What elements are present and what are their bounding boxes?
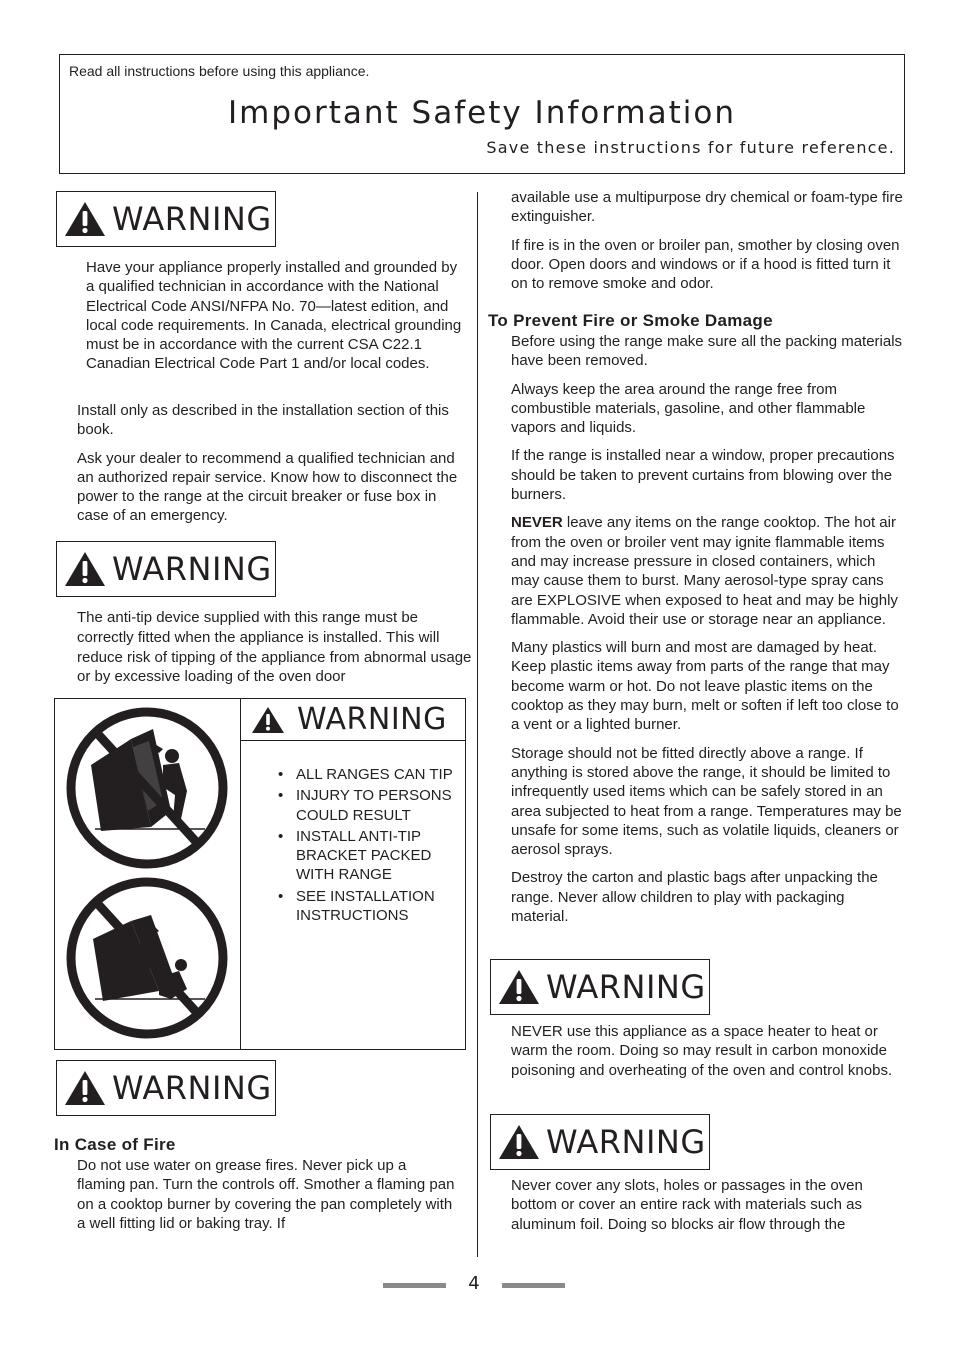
warning-1-para-2: Install only as described in the installation section of this book. <box>77 402 449 439</box>
warning-4-para: NEVER use this appliance as a space heater to heat or warm the room. Doing so may result in carbon monoxide poisoning and overheating of the oven and control knobs. <box>511 1023 893 1079</box>
warning-triangle-icon <box>64 551 106 587</box>
warning-triangle-icon <box>64 201 106 237</box>
fire-text <box>77 1156 457 1242</box>
warning-label-5 <box>490 1114 710 1170</box>
warning-label-2 <box>56 541 276 597</box>
warning-word: WARNING <box>112 1069 272 1107</box>
smoke-para-4 <box>511 513 903 629</box>
fire-para-2: If fire is in the oven or broiler pan, smother by closing oven door. Open doors and windows or if a hood is fitted turn it on to remove smoke and odor. <box>511 236 900 293</box>
smoke-para-7: Destroy the carton and plastic bags after unpacking the range. Never allow children to play with packaging material. <box>511 869 878 926</box>
warning-triangle-icon <box>64 1070 106 1106</box>
smoke-para-4-rest: leave any items on the range cooktop. The hot air from the oven or broiler vent may ignite flammable items and may increase pressure in closed containers, which may cause them to burst. Many aerosol-type spray cans are EXPLOSIVE when exposed to heat and may be highly flammable. Avoid their use or storage near an appliance. <box>511 514 898 628</box>
warning-word: WARNING <box>546 1123 706 1161</box>
warning-4-text <box>511 1022 903 1089</box>
warning-label-3 <box>56 1060 276 1116</box>
warning-label-1 <box>56 191 276 247</box>
smoke-heading: To Prevent Fire or Smoke Damage <box>488 311 773 330</box>
smoke-para-1: Before using the range make sure all the packing materials have been removed. <box>511 333 903 370</box>
header-top-note: Read all instructions before using this appliance. <box>69 63 370 79</box>
smoke-para-5: Many plastics will burn and most are damaged by heat. Keep plastic items away from parts of the range that may become warm or hot. Do not leave plastic items on the cooktop as they may burn, melt or soften if left too close to a vent or a lighted burner. <box>511 639 899 734</box>
warning-1-text <box>86 258 466 383</box>
warning-1-para-3: Ask your dealer to recommend a qualified technician and an authorized repair service. Know how to disconnect the power to the range at the circuit breaker or fuse box in case of an emergency. <box>77 449 458 525</box>
warning-2-para-1: The anti-tip device supplied with this range must be correctly fitted when the appliance is installed. This will reduce risk of tipping of the appliance from abnormal usage or by excessive loading of the oven door <box>77 609 472 686</box>
page-title: Important Safety Information <box>228 95 736 131</box>
warning-5-para: Never cover any slots, holes or passages in the oven bottom or cover an entire rack with materials such as aluminum foil. Doing so blocks air flow through the <box>511 1177 863 1233</box>
smoke-para-3: If the range is installed near a window, proper precautions should be taken to prevent curtains from blowing over the burners. <box>511 447 895 504</box>
smoke-para-6: Storage should not be fitted directly above a range. If anything is stored above the range, it should be limited to infrequently used items which can be safely stored in an area subjected to heat from a range. Temperatures may be unsafe for some items, such as volatile liquids, cleaners or aerosol sprays. <box>511 744 902 859</box>
anti-tip-list <box>275 765 455 927</box>
warning-2-text <box>77 608 472 696</box>
list-item: • SEE INSTALLATION INSTRUCTIONS <box>275 887 455 926</box>
warning-1-more <box>77 401 467 535</box>
anti-tip-warning-box <box>54 698 466 1050</box>
fire-para-1: Do not use water on grease fires. Never pick up a flaming pan. Turn the controls off. Smother a flaming pan on a cooktop burner by covering the pan completely with a well fitting lid or baking tray. If <box>77 1157 455 1232</box>
never-bold: NEVER <box>511 514 563 532</box>
list-item: • ALL RANGES CAN TIP <box>275 765 455 784</box>
header-box <box>59 54 905 174</box>
warning-label-4 <box>490 959 710 1015</box>
page-number: 4 <box>468 1273 480 1294</box>
fire-heading: In Case of Fire <box>54 1135 176 1154</box>
warning-word: WARNING <box>112 550 272 588</box>
smoke-text <box>511 332 903 935</box>
warning-5-text <box>511 1176 903 1243</box>
header-subtitle: Save these instructions for future reference. <box>486 138 895 157</box>
smoke-para-2: Always keep the area around the range free from combustible materials, gasoline, and other flammable vapors and liquids. <box>511 380 866 437</box>
anti-tip-illustrations <box>55 699 241 1049</box>
tipping-range-icon <box>55 699 241 1049</box>
anti-tip-warning-header <box>241 699 465 741</box>
warning-triangle-icon <box>251 706 285 734</box>
warning-word: WARNING <box>297 702 447 737</box>
warning-word: WARNING <box>112 200 272 238</box>
fire-para-1-continued: available use a multipurpose dry chemical or foam-type fire extinguisher. <box>511 189 903 226</box>
warning-triangle-icon <box>498 969 540 1005</box>
fire-section <box>54 1135 474 1155</box>
page-number-bar-left <box>383 1283 446 1288</box>
page-number-bar-right <box>502 1283 565 1288</box>
warning-word: WARNING <box>546 968 706 1006</box>
list-item: • INSTALL ANTI-TIP BRACKET PACKED WITH RANGE <box>275 827 455 885</box>
warning-1-para-1: Have your appliance properly installed and grounded by a qualified technician in accordance with the National Electrical Code ANSI/NFPA No. 70—latest edition, and local code requirements. In Canada, electrical grounding must be in accordance with the current CSA C22.1 Canadian Electrical Code Part 1 and/or local codes. <box>86 259 462 373</box>
smoke-section <box>488 311 908 331</box>
warning-triangle-icon <box>498 1124 540 1160</box>
list-item: • INJURY TO PERSONS COULD RESULT <box>275 786 455 825</box>
right-column-top <box>511 188 903 302</box>
column-divider <box>477 192 478 1257</box>
